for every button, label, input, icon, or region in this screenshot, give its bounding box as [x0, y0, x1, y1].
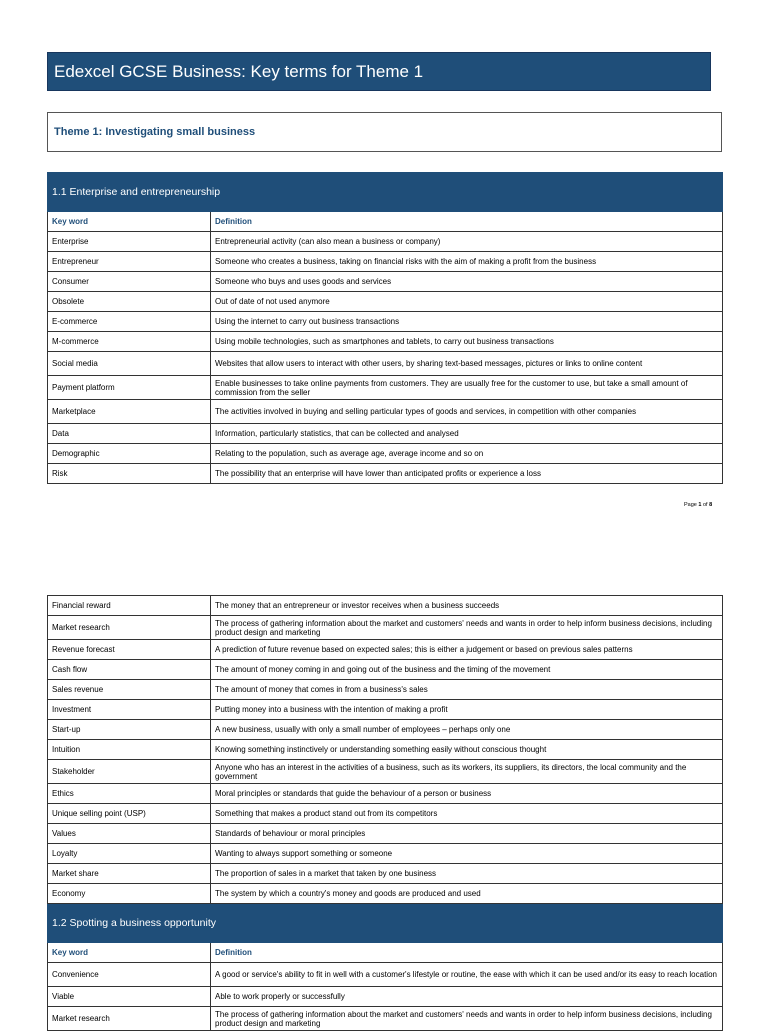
table-row [48, 864, 723, 884]
definition-cell: A prediction of future revenue based on expected sales; this is either a judgement or based on previous sales patterns [211, 640, 723, 660]
table-row [48, 640, 723, 660]
column-header-row [48, 212, 723, 232]
column-header-row [48, 943, 723, 963]
key-word-cell: Loyalty [48, 844, 211, 864]
key-word-cell: Marketplace [48, 400, 211, 424]
definition-cell: Wanting to always support something or someone [211, 844, 723, 864]
table-row [48, 680, 723, 700]
table-row [48, 616, 723, 640]
table-row [48, 700, 723, 720]
column-header-definition: Definition [211, 212, 723, 232]
table-row [48, 400, 723, 424]
table-row [48, 424, 723, 444]
section-header-row [48, 173, 723, 212]
key-word-cell: Social media [48, 352, 211, 376]
definition-cell: Standards of behaviour or moral principles [211, 824, 723, 844]
key-word-cell: Revenue forecast [48, 640, 211, 660]
table-row [48, 660, 723, 680]
key-word-cell: Unique selling point (USP) [48, 804, 211, 824]
key-word-cell: Financial reward [48, 596, 211, 616]
table-row [48, 844, 723, 864]
table-row [48, 1007, 723, 1031]
definition-cell: Websites that allow users to interact with other users, by sharing text-based messages, pictures or links to online content [211, 352, 723, 376]
definition-cell: The amount of money coming in and going out of the business and the timing of the movement [211, 660, 723, 680]
key-word-cell: Payment platform [48, 376, 211, 400]
table-row [48, 352, 723, 376]
definition-cell: The money that an entrepreneur or investor receives when a business succeeds [211, 596, 723, 616]
key-word-cell: Convenience [48, 963, 211, 987]
definition-cell: A good or service's ability to fit in well with a customer's lifestyle or routine, the ease with which it can be used and/or its easy to reach location [211, 963, 723, 987]
column-header-key-word: Key word [48, 212, 211, 232]
key-word-cell: Enterprise [48, 232, 211, 252]
theme-heading: Theme 1: Investigating small business [47, 112, 722, 152]
key-terms-table-2 [47, 595, 723, 1031]
definition-cell: The process of gathering information about the market and customers' needs and wants in order to help inform business decisions, including product design and marketing [211, 1007, 723, 1031]
definition-cell: The proportion of sales in a market that taken by one business [211, 864, 723, 884]
definition-cell: The amount of money that comes in from a business's sales [211, 680, 723, 700]
table-row [48, 596, 723, 616]
table-row [48, 252, 723, 272]
definition-cell: Something that makes a product stand out from its competitors [211, 804, 723, 824]
column-header-definition: Definition [211, 943, 723, 963]
table-row [48, 444, 723, 464]
table-row [48, 824, 723, 844]
table-row [48, 292, 723, 312]
key-word-cell: Stakeholder [48, 760, 211, 784]
table-row [48, 376, 723, 400]
definition-cell: The possibility that an enterprise will have lower than anticipated profits or experience a loss [211, 464, 723, 484]
section-title: 1.1 Enterprise and entrepreneurship [48, 173, 723, 212]
key-word-cell: Ethics [48, 784, 211, 804]
key-word-cell: Risk [48, 464, 211, 484]
table-row [48, 760, 723, 784]
key-word-cell: Market research [48, 1007, 211, 1031]
table-row [48, 272, 723, 292]
definition-cell: Enable businesses to take online payments from customers. They are usually free for the customer to use, but take a small amount of commission from the seller [211, 376, 723, 400]
key-word-cell: Viable [48, 987, 211, 1007]
table-row [48, 720, 723, 740]
key-word-cell: Consumer [48, 272, 211, 292]
definition-cell: Moral principles or standards that guide the behaviour of a person or business [211, 784, 723, 804]
definition-cell: Knowing something instinctively or understanding something easily without conscious thought [211, 740, 723, 760]
definition-cell: Using mobile technologies, such as smartphones and tablets, to carry out business transactions [211, 332, 723, 352]
key-word-cell: M-commerce [48, 332, 211, 352]
key-word-cell: Market share [48, 864, 211, 884]
key-word-cell: Start-up [48, 720, 211, 740]
table-row [48, 884, 723, 904]
table-row [48, 232, 723, 252]
table-row [48, 804, 723, 824]
key-terms-table-1 [47, 172, 723, 484]
key-word-cell: Entrepreneur [48, 252, 211, 272]
definition-cell: Information, particularly statistics, that can be collected and analysed [211, 424, 723, 444]
document-title: Edexcel GCSE Business: Key terms for Theme 1 [47, 52, 711, 91]
section-header-row [48, 904, 723, 943]
key-word-cell: Investment [48, 700, 211, 720]
table-row [48, 784, 723, 804]
definition-cell: The activities involved in buying and selling particular types of goods and services, in competition with other companies [211, 400, 723, 424]
definition-cell: The process of gathering information about the market and customers' needs and wants in order to help inform business decisions, including product design and marketing [211, 616, 723, 640]
definition-cell: The system by which a country's money and goods are produced and used [211, 884, 723, 904]
definition-cell: Out of date of not used anymore [211, 292, 723, 312]
key-word-cell: Obsolete [48, 292, 211, 312]
table-row [48, 332, 723, 352]
key-word-cell: E-commerce [48, 312, 211, 332]
definition-cell: Able to work properly or successfully [211, 987, 723, 1007]
key-word-cell: Intuition [48, 740, 211, 760]
table-row [48, 963, 723, 987]
key-word-cell: Cash flow [48, 660, 211, 680]
section-title: 1.2 Spotting a business opportunity [48, 904, 723, 943]
table-row [48, 464, 723, 484]
key-word-cell: Values [48, 824, 211, 844]
key-word-cell: Market research [48, 616, 211, 640]
definition-cell: Someone who creates a business, taking on financial risks with the aim of making a profit from the business [211, 252, 723, 272]
key-word-cell: Data [48, 424, 211, 444]
definition-cell: Someone who buys and uses goods and services [211, 272, 723, 292]
definition-cell: Putting money into a business with the intention of making a profit [211, 700, 723, 720]
definition-cell: Anyone who has an interest in the activities of a business, such as its workers, its suppliers, its directors, the local community and the government [211, 760, 723, 784]
table-row [48, 987, 723, 1007]
table-row [48, 740, 723, 760]
table-row [48, 312, 723, 332]
page-number: Page 1 of 8 [684, 502, 713, 508]
definition-cell: Using the internet to carry out business transactions [211, 312, 723, 332]
definition-cell: Relating to the population, such as average age, average income and so on [211, 444, 723, 464]
key-word-cell: Sales revenue [48, 680, 211, 700]
key-word-cell: Demographic [48, 444, 211, 464]
key-word-cell: Economy [48, 884, 211, 904]
definition-cell: Entrepreneurial activity (can also mean a business or company) [211, 232, 723, 252]
column-header-key-word: Key word [48, 943, 211, 963]
definition-cell: A new business, usually with only a small number of employees – perhaps only one [211, 720, 723, 740]
